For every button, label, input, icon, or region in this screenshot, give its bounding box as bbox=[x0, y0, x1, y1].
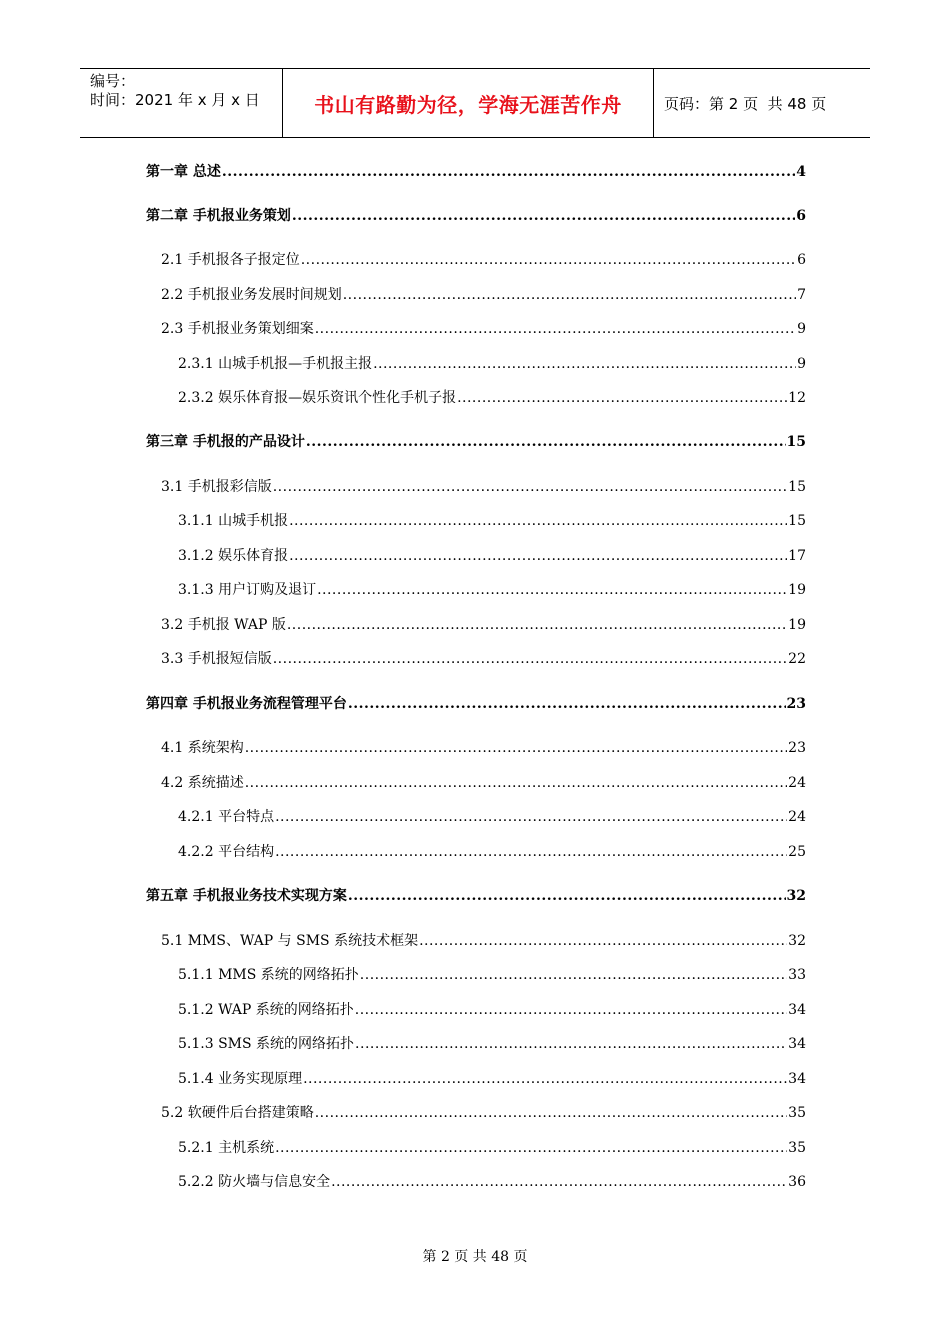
toc-leader-dots bbox=[355, 1000, 787, 1020]
toc-entry-page: 23 bbox=[786, 696, 806, 712]
page-header bbox=[80, 68, 870, 138]
toc-leader-dots bbox=[245, 773, 787, 793]
toc-entry-title: 2.1 手机报各子报定位 bbox=[161, 252, 300, 268]
toc-entry[interactable] bbox=[146, 162, 806, 182]
toc-entry-page: 4 bbox=[796, 164, 806, 180]
header-meta bbox=[80, 69, 282, 137]
toc-entry-page: 34 bbox=[788, 1036, 806, 1052]
toc-entry[interactable] bbox=[161, 285, 806, 305]
toc-entry-title: 第二章 手机报业务策划 bbox=[146, 208, 291, 224]
toc-entry-page: 15 bbox=[788, 479, 806, 495]
toc-entry-page: 6 bbox=[797, 252, 806, 268]
toc-entry-title: 4.2 系统描述 bbox=[161, 775, 244, 791]
toc-entry-page: 22 bbox=[788, 651, 806, 667]
toc-entry-page: 12 bbox=[788, 390, 806, 406]
toc-entry[interactable] bbox=[178, 807, 806, 827]
toc-entry-page: 19 bbox=[788, 617, 806, 633]
document-time-label: 时间：2021 年 x 月 x 日 bbox=[90, 91, 260, 109]
toc-entry-title: 5.2.1 主机系统 bbox=[178, 1140, 275, 1156]
toc-leader-dots bbox=[289, 511, 787, 531]
toc-entry[interactable] bbox=[178, 1172, 806, 1192]
toc-entry[interactable] bbox=[178, 1034, 806, 1054]
toc-leader-dots bbox=[355, 1034, 787, 1054]
toc-entry-title: 5.1.3 SMS 系统的网络拓扑 bbox=[178, 1036, 355, 1052]
toc-entry[interactable] bbox=[161, 773, 806, 793]
toc-leader-dots bbox=[275, 807, 787, 827]
toc-leader-dots bbox=[273, 649, 787, 669]
toc-leader-dots bbox=[315, 1103, 787, 1123]
toc-entry-title: 2.3.2 娱乐体育报—娱乐资讯个性化手机子报 bbox=[178, 390, 457, 406]
toc-entry-page: 6 bbox=[796, 208, 806, 224]
toc-entry-title: 5.2.2 防火墙与信息安全 bbox=[178, 1174, 331, 1190]
toc-entry-page: 17 bbox=[788, 548, 806, 564]
toc-entry-title: 第三章 手机报的产品设计 bbox=[146, 434, 305, 450]
page-footer: 第 2 页 共 48 页 bbox=[422, 1249, 528, 1265]
toc-entry-page: 24 bbox=[788, 775, 806, 791]
toc-entry-title: 3.1 手机报彩信版 bbox=[161, 479, 272, 495]
toc-entry-title: 4.2.1 平台特点 bbox=[178, 809, 275, 825]
toc-leader-dots bbox=[457, 388, 787, 408]
header-motto: 书山有路勤为径，学海无涯苦作舟 bbox=[314, 92, 622, 117]
toc-entry[interactable] bbox=[178, 388, 806, 408]
toc-leader-dots bbox=[315, 319, 796, 339]
toc-entry-page: 35 bbox=[788, 1105, 806, 1121]
toc-leader-dots bbox=[343, 285, 796, 305]
toc-entry-page: 15 bbox=[788, 513, 806, 529]
toc-leader-dots bbox=[348, 886, 786, 906]
toc-entry-title: 3.2 手机报 WAP 版 bbox=[161, 617, 286, 633]
toc-entry[interactable] bbox=[178, 1000, 806, 1020]
toc-entry-title: 2.3.1 山城手机报—手机报主报 bbox=[178, 356, 373, 372]
header-motto-cell bbox=[282, 69, 654, 137]
header-page-info: 页码：第 2 页 共 48 页 bbox=[664, 94, 827, 113]
toc-entry-page: 32 bbox=[788, 933, 806, 949]
toc-entry[interactable] bbox=[178, 546, 806, 566]
toc-leader-dots bbox=[273, 477, 787, 497]
toc-entry[interactable] bbox=[161, 477, 806, 497]
toc-entry[interactable] bbox=[178, 842, 806, 862]
toc-entry[interactable] bbox=[161, 615, 806, 635]
toc-entry[interactable] bbox=[161, 319, 806, 339]
toc-leader-dots bbox=[301, 250, 796, 270]
toc-entry-page: 33 bbox=[788, 967, 806, 983]
toc-entry-title: 5.1 MMS、WAP 与 SMS 系统技术框架 bbox=[161, 933, 419, 949]
toc-entry[interactable] bbox=[178, 354, 806, 374]
toc-leader-dots bbox=[373, 354, 796, 374]
toc-entry[interactable] bbox=[161, 1103, 806, 1123]
toc-entry-title: 5.1.1 MMS 系统的网络拓扑 bbox=[178, 967, 359, 983]
toc-entry-page: 35 bbox=[788, 1140, 806, 1156]
toc-entry-title: 5.1.2 WAP 系统的网络拓扑 bbox=[178, 1002, 354, 1018]
toc-leader-dots bbox=[348, 694, 786, 714]
toc-entry[interactable] bbox=[161, 649, 806, 669]
toc-entry-page: 24 bbox=[788, 809, 806, 825]
toc-entry-title: 5.1.4 业务实现原理 bbox=[178, 1071, 303, 1087]
toc-entry-page: 36 bbox=[788, 1174, 806, 1190]
toc-entry-title: 2.3 手机报业务策划细案 bbox=[161, 321, 314, 337]
toc-leader-dots bbox=[287, 615, 787, 635]
toc-leader-dots bbox=[245, 738, 787, 758]
toc-entry-page: 7 bbox=[797, 287, 806, 303]
toc-entry[interactable] bbox=[146, 432, 806, 452]
toc-leader-dots bbox=[419, 931, 787, 951]
toc-entry-page: 34 bbox=[788, 1071, 806, 1087]
toc-entry-title: 第五章 手机报业务技术实现方案 bbox=[146, 888, 347, 904]
toc-leader-dots bbox=[289, 546, 787, 566]
toc-entry[interactable] bbox=[146, 886, 806, 906]
toc-leader-dots bbox=[306, 432, 786, 452]
toc-entry[interactable] bbox=[161, 738, 806, 758]
toc-entry-title: 5.2 软硬件后台搭建策略 bbox=[161, 1105, 314, 1121]
toc-entry-title: 3.3 手机报短信版 bbox=[161, 651, 272, 667]
toc-leader-dots bbox=[292, 206, 795, 226]
toc-entry-title: 4.1 系统架构 bbox=[161, 740, 244, 756]
toc-entry-title: 3.1.2 娱乐体育报 bbox=[178, 548, 289, 564]
toc-entry-title: 2.2 手机报业务发展时间规划 bbox=[161, 287, 342, 303]
toc-leader-dots bbox=[275, 1138, 787, 1158]
toc-entry[interactable] bbox=[178, 1069, 806, 1089]
toc-entry[interactable] bbox=[178, 511, 806, 531]
toc-leader-dots bbox=[331, 1172, 787, 1192]
toc-entry[interactable] bbox=[178, 580, 806, 600]
toc-entry-title: 第一章 总述 bbox=[146, 164, 221, 180]
toc-leader-dots bbox=[360, 965, 787, 985]
toc-entry-page: 34 bbox=[788, 1002, 806, 1018]
toc-entry[interactable] bbox=[178, 1138, 806, 1158]
toc-leader-dots bbox=[303, 1069, 787, 1089]
toc-entry-title: 3.1.1 山城手机报 bbox=[178, 513, 289, 529]
toc-entry[interactable] bbox=[178, 965, 806, 985]
toc-entry[interactable] bbox=[161, 931, 806, 951]
toc-entry[interactable] bbox=[161, 250, 806, 270]
toc-entry-page: 15 bbox=[786, 434, 806, 450]
toc-entry-title: 4.2.2 平台结构 bbox=[178, 844, 275, 860]
toc-entry[interactable] bbox=[146, 206, 806, 226]
toc-leader-dots bbox=[317, 580, 787, 600]
toc-entry-title: 第四章 手机报业务流程管理平台 bbox=[146, 696, 347, 712]
toc-entry-page: 32 bbox=[786, 888, 806, 904]
toc-leader-dots bbox=[275, 842, 787, 862]
toc-entry-title: 3.1.3 用户订购及退订 bbox=[178, 582, 317, 598]
toc-entry-page: 23 bbox=[788, 740, 806, 756]
toc-entry-page: 19 bbox=[788, 582, 806, 598]
toc-leader-dots bbox=[222, 162, 795, 182]
document-number-label: 编号： bbox=[90, 72, 136, 90]
toc-entry-page: 9 bbox=[797, 356, 806, 372]
toc-entry-page: 25 bbox=[788, 844, 806, 860]
toc-entry[interactable] bbox=[146, 694, 806, 714]
toc-entry-page: 9 bbox=[797, 321, 806, 337]
